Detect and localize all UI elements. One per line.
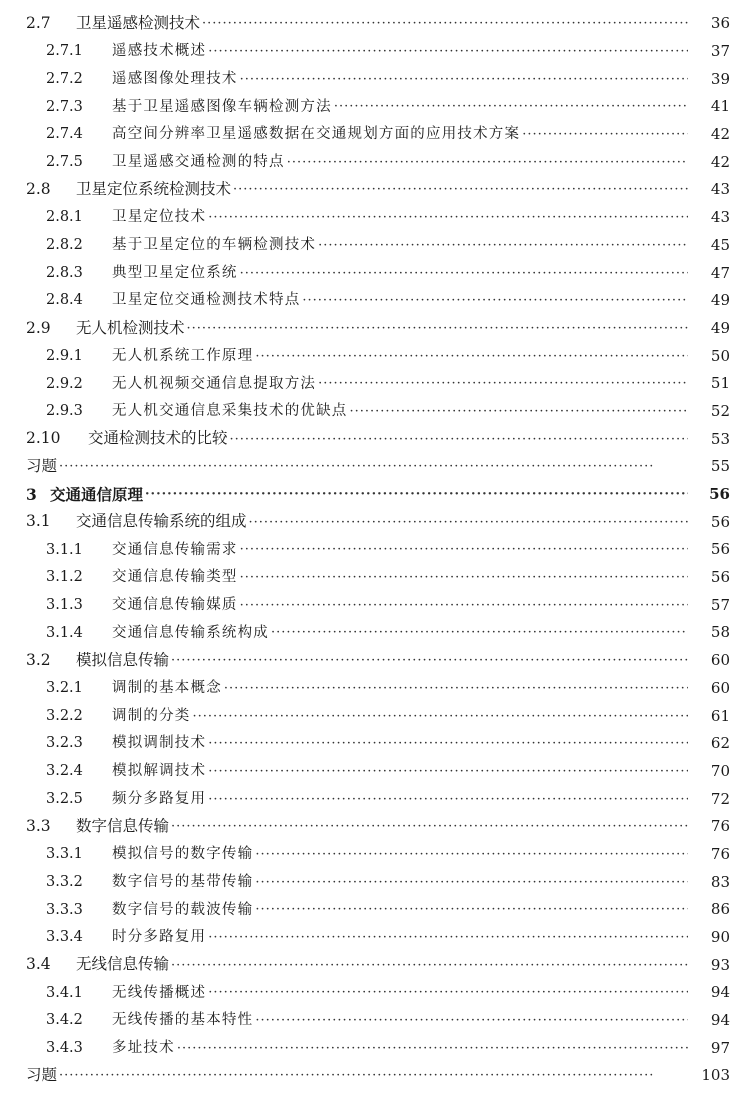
toc-entry-number: 3.1 [26,512,51,531]
toc-entry-page-number: 53 [710,429,730,448]
toc-entry-number: 2.7.1 [46,43,83,60]
toc-entry[interactable] [0,10,750,38]
toc-entry-number: 3.2.3 [46,735,83,752]
toc-entry[interactable] [0,398,750,426]
toc-entry-page-number: 57 [710,595,730,614]
toc-entry[interactable] [0,896,750,924]
toc-entry-page-number: 42 [710,152,730,171]
dot-leader [249,516,688,529]
toc-entry-title: 无人机检测技术 [76,318,185,337]
toc-entry-number: 3.4.3 [46,1040,83,1057]
toc-entry-number: 3.3.1 [46,846,83,863]
dot-leader [59,460,688,473]
toc-entry[interactable] [0,758,750,786]
toc-entry[interactable] [0,148,750,176]
dot-leader [145,488,688,501]
toc-entry-number: 3.1.3 [46,597,83,614]
dot-leader [350,405,689,418]
dot-leader [240,571,688,584]
toc-entry-number: 3.1.2 [46,569,83,586]
toc-entry-title: 交通信息传输需求 [112,541,238,558]
toc-entry-title: 高空间分辨率卫星遥感数据在交通规划方面的应用技术方案 [112,126,521,143]
toc-entry-title: 交通信息传输媒质 [112,597,238,614]
dot-leader [177,1042,688,1055]
toc-entry-title: 遥感技术概述 [112,43,207,60]
toc-entry-number: 3 [26,484,37,504]
toc-entry-title: 交通通信原理 [50,484,144,504]
dot-leader [208,986,688,999]
dot-leader [255,848,688,861]
toc-entry[interactable] [0,702,750,730]
toc-entry-title: 模拟信息传输 [76,650,170,669]
toc-entry-number: 3.2.4 [46,763,83,780]
toc-entry-page-number: 60 [710,678,730,697]
toc-entry-title: 卫星定位技术 [112,209,207,226]
toc-entry-number: 3.2.2 [46,707,83,724]
toc-entry-title: 交通信息传输系统构成 [112,624,269,641]
dot-leader [208,793,688,806]
toc-entry[interactable] [0,1062,750,1090]
toc-entry-title: 卫星遥感检测技术 [76,14,201,33]
toc-entry-title: 习题 [26,457,58,476]
dot-leader [208,765,688,778]
dot-leader [187,322,688,335]
toc-entry[interactable] [0,232,750,260]
toc-entry[interactable] [0,287,750,315]
toc-entry[interactable] [0,481,750,509]
toc-entry-page-number: 45 [710,235,730,254]
toc-entry-page-number: 62 [710,734,730,753]
toc-entry-title: 基于卫星遥感图像车辆检测方法 [112,98,332,115]
toc-entry-number: 2.10 [26,429,61,448]
toc-entry-page-number: 103 [701,1066,730,1085]
toc-entry-page-number: 56 [709,485,730,504]
toc-entry-title: 基于卫星定位的车辆检测技术 [112,237,317,254]
toc-entry[interactable] [0,508,750,536]
toc-entry-title: 模拟解调技术 [112,763,207,780]
toc-entry[interactable] [0,425,750,453]
toc-entry[interactable] [0,204,750,232]
toc-entry-title: 无人机视频交通信息提取方法 [112,375,317,392]
toc-entry-number: 3.3.4 [46,929,83,946]
toc-entry-title: 多址技术 [112,1040,175,1057]
toc-entry-title: 调制的分类 [112,707,191,724]
toc-entry-page-number: 76 [710,817,730,836]
toc-entry-page-number: 97 [710,1038,730,1057]
dot-leader [208,211,688,224]
dot-leader [522,128,688,141]
toc-entry[interactable] [0,675,750,703]
dot-leader [171,820,688,833]
toc-entry-number: 2.7.3 [46,98,83,115]
toc-entry-number: 3.3 [26,817,51,836]
toc-entry-title: 交通检测技术的比较 [88,429,228,448]
dot-leader [171,959,688,972]
toc-entry-page-number: 52 [710,401,730,420]
toc-entry-number: 3.3.3 [46,901,83,918]
toc-entry-page-number: 43 [710,180,730,199]
dot-leader [255,1014,688,1027]
toc-entry[interactable] [0,121,750,149]
toc-entry[interactable] [0,259,750,287]
dot-leader [334,100,688,113]
toc-entry-title: 卫星定位系统检测技术 [76,180,232,199]
dot-leader [302,294,688,307]
toc-entry[interactable] [0,370,750,398]
toc-entry-number: 2.8 [26,180,51,199]
toc-entry-page-number: 93 [710,955,730,974]
dot-leader [208,737,688,750]
toc-entry-title: 典型卫星定位系统 [112,264,238,281]
toc-entry[interactable] [0,38,750,66]
dot-leader [240,267,688,280]
dot-leader [240,73,688,86]
toc-entry[interactable] [0,315,750,343]
dot-leader [255,350,688,363]
toc-entry-number: 2.7.2 [46,70,83,87]
table-of-contents [0,10,750,1090]
toc-entry-number: 3.2.1 [46,680,83,697]
toc-entry-number: 3.3.2 [46,873,83,890]
toc-entry-page-number: 86 [710,900,730,919]
toc-entry-page-number: 83 [710,872,730,891]
toc-entry-number: 3.1.1 [46,541,83,558]
toc-entry-page-number: 43 [710,208,730,227]
toc-entry-title: 卫星定位交通检测技术特点 [112,292,301,309]
toc-entry-number: 2.7.5 [46,154,83,171]
toc-entry-page-number: 47 [710,263,730,282]
toc-entry-title: 交通信息传输类型 [112,569,238,586]
toc-entry[interactable] [0,813,750,841]
toc-entry-title: 无线传播的基本特性 [112,1012,254,1029]
toc-entry-page-number: 41 [710,97,730,116]
toc-entry-number: 3.4.1 [46,984,83,1001]
toc-entry-number: 2.7 [26,14,51,33]
toc-entry-number: 2.9 [26,318,51,337]
toc-entry-number: 2.8.4 [46,292,83,309]
dot-leader [255,876,688,889]
dot-leader [208,931,688,944]
toc-entry-title: 调制的基本概念 [112,680,222,697]
dot-leader [287,156,688,169]
dot-leader [224,682,688,695]
toc-entry[interactable] [0,868,750,896]
toc-entry-page-number: 36 [710,14,730,33]
toc-entry[interactable] [0,785,750,813]
toc-entry-page-number: 37 [710,42,730,61]
dot-leader [255,903,688,916]
toc-entry-title: 卫星遥感交通检测的特点 [112,154,285,171]
toc-entry-number: 2.9.2 [46,375,83,392]
toc-entry-number: 3.4 [26,955,51,974]
toc-entry-title: 数字信号的载波传输 [112,901,254,918]
toc-entry-title: 交通信息传输系统的组成 [76,512,247,531]
toc-entry-page-number: 55 [710,457,730,476]
toc-entry-page-number: 72 [710,789,730,808]
dot-leader [202,17,688,30]
toc-entry-title: 无线信息传输 [76,955,170,974]
toc-entry-number: 2.9.1 [46,347,83,364]
dot-leader [271,626,688,639]
toc-entry[interactable] [0,1034,750,1062]
toc-entry[interactable] [0,453,750,481]
toc-entry-title: 无人机交通信息采集技术的优缺点 [112,403,348,420]
toc-entry[interactable] [0,841,750,869]
dot-leader [318,239,688,252]
toc-entry-page-number: 56 [710,512,730,531]
toc-entry[interactable] [0,536,750,564]
toc-entry-page-number: 70 [710,761,730,780]
toc-entry-page-number: 42 [710,125,730,144]
toc-entry-page-number: 56 [710,540,730,559]
toc-entry-page-number: 58 [710,623,730,642]
toc-entry-number: 2.9.3 [46,403,83,420]
toc-entry[interactable] [0,176,750,204]
toc-entry[interactable] [0,924,750,952]
toc-entry-page-number: 60 [710,651,730,670]
toc-entry[interactable] [0,979,750,1007]
toc-entry[interactable] [0,951,750,979]
toc-entry-title: 习题 [26,1066,58,1085]
toc-entry-page-number: 39 [710,69,730,88]
toc-entry-title: 模拟信号的数字传输 [112,846,254,863]
dot-leader [230,433,688,446]
dot-leader [208,45,688,58]
toc-entry-title: 时分多路复用 [112,929,207,946]
toc-entry-page-number: 61 [710,706,730,725]
toc-entry[interactable] [0,564,750,592]
toc-entry[interactable] [0,93,750,121]
toc-entry[interactable] [0,1007,750,1035]
toc-entry-title: 模拟调制技术 [112,735,207,752]
toc-entry-title: 频分多路复用 [112,790,207,807]
toc-entry-page-number: 94 [710,1011,730,1030]
toc-entry-title: 遥感图像处理技术 [112,70,238,87]
toc-entry-number: 3.2.5 [46,790,83,807]
toc-entry[interactable] [0,65,750,93]
toc-entry-page-number: 49 [710,318,730,337]
toc-entry-number: 3.4.2 [46,1012,83,1029]
toc-entry-page-number: 90 [710,928,730,947]
toc-entry[interactable] [0,730,750,758]
toc-entry-title: 数字信号的基带传输 [112,873,254,890]
dot-leader [193,710,689,723]
toc-entry-number: 2.8.1 [46,209,83,226]
toc-entry[interactable] [0,591,750,619]
toc-entry-page-number: 94 [710,983,730,1002]
toc-entry-page-number: 49 [710,291,730,310]
dot-leader [59,1069,688,1082]
toc-entry-title: 无人机系统工作原理 [112,347,254,364]
toc-entry-number: 3.2 [26,650,51,669]
toc-entry-page-number: 76 [710,844,730,863]
toc-entry-number: 3.1.4 [46,624,83,641]
toc-entry-page-number: 50 [710,346,730,365]
dot-leader [233,183,688,196]
toc-entry-page-number: 56 [710,568,730,587]
dot-leader [240,599,688,612]
toc-entry-page-number: 51 [710,374,730,393]
toc-entry[interactable] [0,647,750,675]
toc-entry-number: 2.7.4 [46,126,83,143]
toc-entry-title: 无线传播概述 [112,984,207,1001]
toc-entry[interactable] [0,619,750,647]
toc-entry-title: 数字信息传输 [76,817,170,836]
toc-entry-number: 2.8.2 [46,237,83,254]
dot-leader [240,543,688,556]
dot-leader [318,377,688,390]
toc-entry-number: 2.8.3 [46,264,83,281]
dot-leader [171,654,688,667]
toc-entry[interactable] [0,342,750,370]
